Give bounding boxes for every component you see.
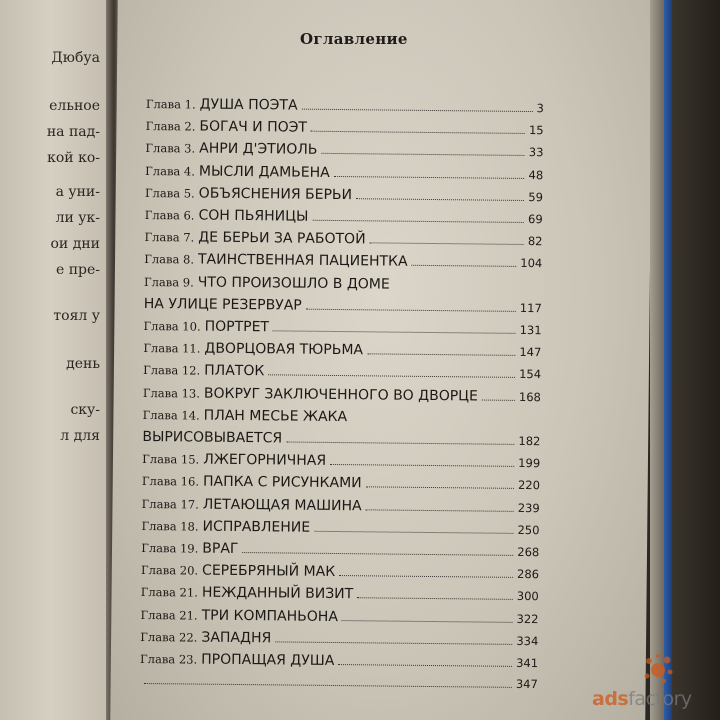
chapter-title: СОН ПЬЯНИЦЫ	[198, 207, 309, 225]
splash-icon	[640, 652, 676, 686]
leader-dots	[366, 486, 514, 490]
leader-dots	[286, 440, 514, 444]
chapter-title: ДВОРЦОВАЯ ТЮРЬМА	[204, 340, 364, 359]
page-number: 117	[519, 300, 542, 315]
leader-dots	[144, 682, 512, 688]
chapter-title: ТАИНСТВЕННАЯ ПАЦИЕНТКА	[197, 251, 408, 271]
chapter-label: Глава 4.	[145, 163, 196, 179]
chapter-title: БОГАЧ И ПОЭТ	[199, 118, 308, 136]
leader-dots	[321, 152, 524, 156]
page-number: 104	[520, 256, 543, 271]
chapter-title: ПОРТРЕТ	[204, 318, 270, 336]
leader-dots	[370, 242, 524, 246]
leader-dots	[273, 329, 516, 334]
page-number: 147	[519, 345, 542, 360]
chapter-title: МЫСЛИ ДАМЬЕНА	[198, 163, 330, 181]
chapter-title: АНРИ Д'ЭТИОЛЬ	[199, 140, 318, 159]
watermark-suffix: factory	[628, 688, 692, 710]
chapter-title: СЕРЕБРЯНЫЙ МАК	[202, 562, 336, 581]
leader-dots	[334, 175, 525, 179]
chapter-title: ПЛАН МЕСЬЕ ЖАКА	[203, 407, 348, 425]
leader-dots	[342, 619, 513, 623]
chapter-label: Глава 17.	[141, 496, 199, 512]
page-number: 268	[517, 544, 540, 560]
leader-dots	[357, 597, 513, 601]
chapter-label: Глава 1.	[145, 96, 196, 112]
table-background	[672, 0, 720, 720]
page-number: 300	[516, 589, 539, 604]
chapter-title: ПРОПАЩАЯ ДУША	[201, 651, 335, 670]
left-page	[0, 0, 110, 720]
chapter-title: ДЕ БЕРЬИ ЗА РАБОТОЙ	[198, 229, 366, 248]
page-number: 220	[517, 478, 541, 493]
chapter-label: Глава 23.	[140, 651, 198, 667]
left-page-text-fragment: тоял у	[53, 308, 100, 324]
leader-dots	[275, 640, 512, 644]
leader-dots	[312, 219, 524, 223]
chapter-title-continued: НА УЛИЦЕ РЕЗЕРВУАР	[143, 295, 302, 314]
leader-dots	[338, 663, 512, 667]
chapter-label: Глава 14.	[142, 407, 200, 423]
chapter-label: Глава 15.	[142, 452, 200, 467]
watermark-brand: ads	[592, 688, 629, 710]
chapter-title: ЛЖЕГОРНИЧНАЯ	[203, 451, 327, 470]
leader-dots	[330, 463, 514, 467]
page-number: 59	[528, 189, 544, 204]
chapter-title: ТРИ КОМПАНЬОНА	[201, 607, 339, 625]
chapter-title: ВРАГ	[202, 540, 239, 557]
page-number: 168	[518, 389, 541, 404]
page-number: 250	[517, 522, 540, 537]
chapter-label: Глава 11.	[143, 341, 201, 356]
chapter-label: Глава 18.	[141, 518, 199, 534]
chapter-title: ПЛАТОК	[204, 363, 265, 380]
page-number: 154	[519, 367, 542, 382]
leader-dots	[268, 374, 515, 379]
chapter-label: Глава 2.	[145, 119, 196, 134]
page-number: 131	[519, 322, 542, 338]
chapter-label: Глава 12.	[143, 363, 201, 378]
left-page-text-fragment: кой ко-	[47, 150, 100, 166]
chapter-label: Глава 10.	[143, 318, 201, 334]
page-number: 33	[528, 145, 544, 160]
chapter-title: ИСПРАВЛЕНИЕ	[202, 518, 311, 536]
page-number: 322	[516, 611, 539, 626]
chapter-label: Глава 16.	[141, 474, 200, 489]
chapter-title-continued: ВЫРИСОВЫВАЕТСЯ	[142, 428, 283, 447]
left-page-text-fragment: ску-	[70, 402, 100, 418]
chapter-label: Глава 13.	[142, 385, 201, 401]
chapter-label: Глава 8.	[144, 252, 195, 267]
left-page-text-fragment: ельное	[49, 98, 100, 114]
leader-dots	[366, 508, 514, 512]
page-edges	[650, 0, 664, 720]
leader-dots	[367, 353, 515, 357]
page-number: 199	[518, 456, 541, 471]
left-page-text-fragment: е пре-	[55, 262, 100, 278]
watermark	[592, 652, 718, 716]
page-number: 334	[516, 633, 539, 648]
chapter-title: ЛЕТАЮЩАЯ МАШИНА	[202, 496, 362, 514]
left-page-text-fragment: ои дни	[50, 236, 100, 252]
leader-dots	[339, 574, 513, 578]
page-number: 286	[516, 567, 540, 582]
chapter-title: ВОКРУГ ЗАКЛЮЧЕННОГО ВО ДВОРЦЕ	[203, 385, 479, 405]
page-number: 239	[517, 500, 540, 515]
page-number: 3	[536, 101, 544, 116]
chapter-title: ЧТО ПРОИЗОШЛО В ДОМЕ	[197, 274, 390, 293]
left-page-text-fragment: а уни-	[55, 184, 100, 200]
chapter-title: ДУША ПОЭТА	[199, 96, 298, 114]
left-page-text-fragment: на пад-	[46, 124, 100, 140]
chapter-title: НЕЖДАННЫЙ ВИЗИТ	[201, 585, 354, 603]
page-number: 69	[528, 212, 543, 227]
page-number: 341	[516, 655, 539, 671]
leader-dots	[311, 130, 525, 134]
chapter-label: Глава 3.	[145, 141, 196, 156]
page-number: 347	[515, 677, 538, 692]
chapter-label: Глава 22.	[140, 629, 198, 645]
leader-dots	[482, 398, 515, 400]
chapter-label: Глава 7.	[144, 230, 195, 245]
left-page-text-fragment: день	[66, 356, 100, 372]
leader-dots	[314, 530, 513, 534]
left-page-text-fragment: ли ук-	[55, 210, 100, 226]
left-page-text-fragment: Дюбуа	[51, 50, 100, 66]
chapter-label: Глава 21.	[140, 607, 198, 623]
leader-dots	[242, 551, 513, 556]
chapter-label: Глава 5.	[144, 185, 195, 201]
toc-entry	[140, 673, 538, 699]
leader-dots	[306, 307, 516, 311]
chapter-label: Глава 19.	[141, 540, 199, 556]
leader-dots	[412, 264, 517, 267]
page-number: 15	[528, 123, 544, 138]
leader-dots	[302, 108, 533, 112]
page-number: 82	[527, 234, 543, 249]
watermark-text	[592, 688, 692, 710]
chapter-title: ПАПКА С РИСУНКАМИ	[202, 474, 362, 492]
chapter-label: Глава 20.	[140, 563, 199, 578]
toc-title: Оглавление	[300, 30, 408, 48]
left-page-text-fragment: л для	[60, 428, 100, 444]
leader-dots	[356, 197, 524, 201]
page-number: 182	[518, 433, 541, 449]
book-cover-edge	[664, 0, 672, 720]
chapter-label: Глава 6.	[144, 207, 195, 223]
chapter-title: ЗАПАДНЯ	[201, 629, 272, 647]
chapter-label: Глава 21.	[140, 585, 198, 600]
page-number: 48	[528, 167, 544, 182]
chapter-label: Глава 9.	[143, 274, 194, 290]
chapter-title: ОБЪЯСНЕНИЯ БЕРЬИ	[198, 185, 353, 203]
